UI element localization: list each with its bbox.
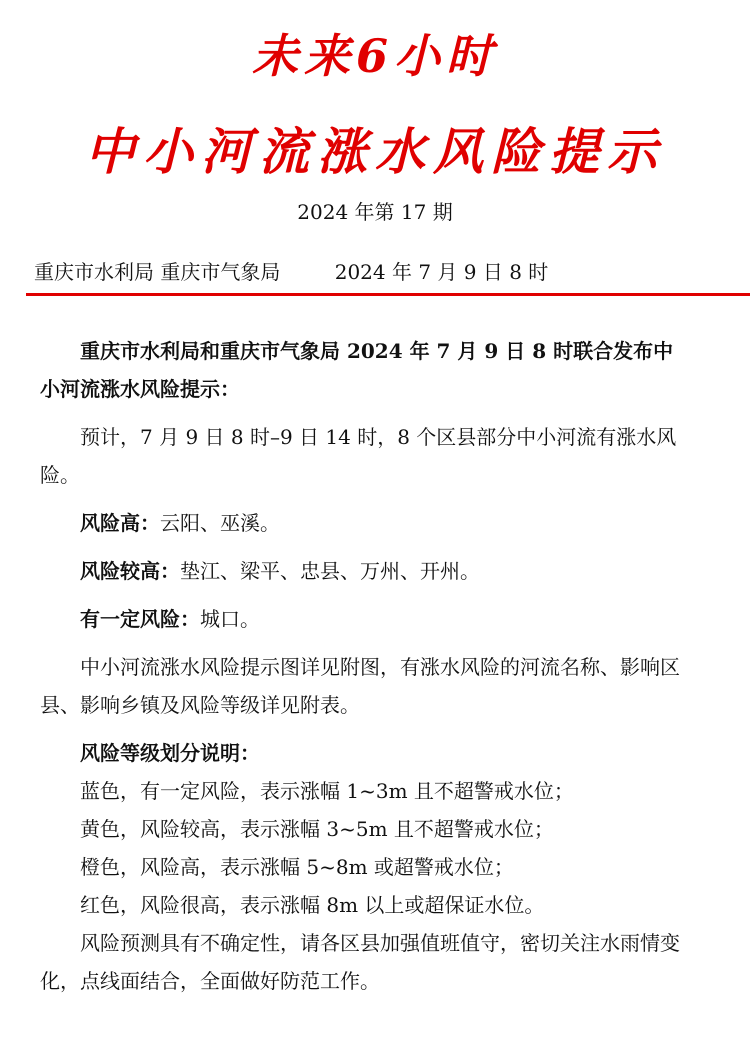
closing-paragraph: 风险预测具有不确定性，请各区县加强值班值守，密切关注水雨情变化，点线面结合，全面做好防范工作。 [40,931,680,993]
red-divider [26,293,750,296]
spacer [40,542,680,552]
level-red: 红色，风险很高，表示涨幅 8m 以上或超保证水位。 [80,893,545,917]
risk-high-label: 风险高： [80,511,160,535]
issue-number: 2024 年第 17 期 [297,200,453,224]
spacer [40,408,680,418]
level-blue: 蓝色，有一定风险，表示涨幅 1~3m 且不超警戒水位； [80,779,574,803]
risk-some-value: 城口。 [200,607,260,631]
risk-some-label: 有一定风险： [80,607,200,631]
attachment-paragraph: 中小河流涨水风险提示图详见附图，有涨水风险的河流名称、影响区县、影响乡镇及风险等级详见附表。 [40,655,680,717]
issue-time: 2024 年 7 月 9 日 8 时 [334,260,549,284]
level-orange: 橙色，风险高，表示涨幅 5~8m 或超警戒水位； [80,855,514,879]
risk-high-paragraph [40,504,680,542]
risk-higher-value: 垫江、梁平、忠县、万州、开州。 [180,559,480,583]
risk-some-paragraph [40,600,680,638]
intro-paragraph: 重庆市水利局和重庆市气象局 2024 年 7 月 9 日 8 时联合发布中小河流涨水风险提示： [40,339,674,401]
forecast-paragraph: 预计，7 月 9 日 8 时–9 日 14 时，8 个区县部分中小河流有涨水风险。 [40,425,677,487]
issuers: 重庆市水利局 重庆市气象局 [34,260,281,284]
document-body [40,332,680,1000]
level-yellow: 黄色，风险较高，表示涨幅 3~5m 且不超警戒水位； [80,817,554,841]
issuer-line [34,256,734,285]
levels-heading: 风险等级划分说明： [80,741,260,765]
risk-higher-label: 风险较高： [80,559,180,583]
spacer [40,590,680,600]
title-line-2: 中小河流涨水风险提示 [85,122,665,181]
spacer [40,494,680,504]
spacer [40,638,680,648]
spacer [40,724,680,734]
risk-higher-paragraph [40,552,680,590]
risk-high-value: 云阳、巫溪。 [160,511,280,535]
title-line-1: 未来6小时 [251,29,498,83]
